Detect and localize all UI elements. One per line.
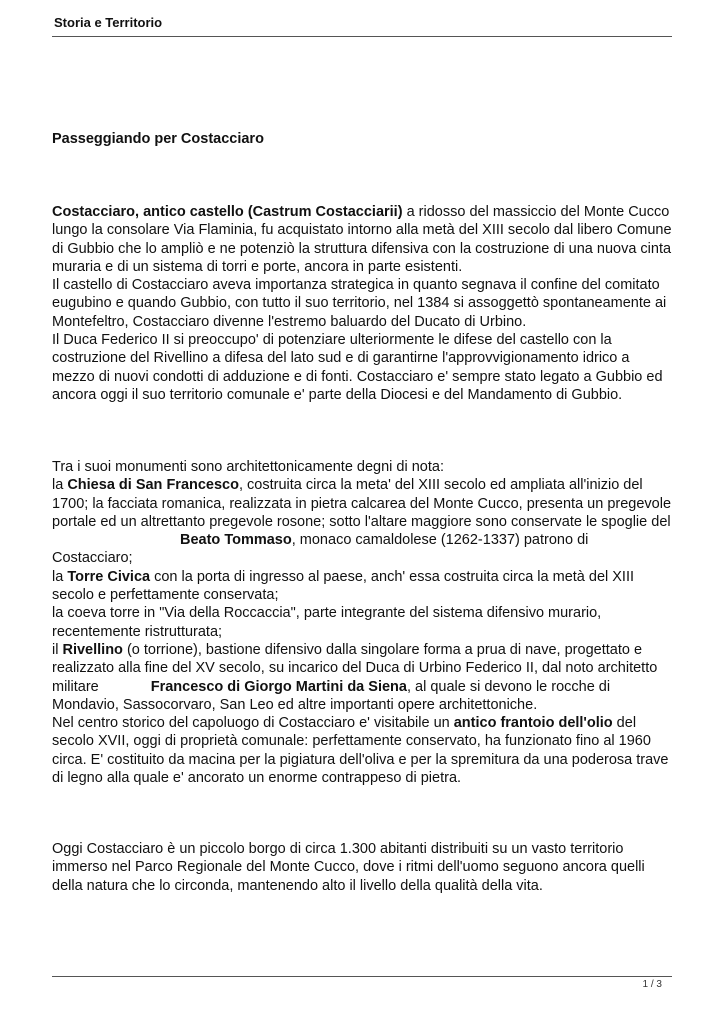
today-paragraph — [52, 840, 672, 895]
frantoio-name: antico frantoio dell'olio — [453, 715, 613, 732]
page-number: 1 / 3 — [642, 979, 662, 990]
chiesa-prefix: la — [52, 477, 68, 494]
rivellino-text: (o torrione), bastione difensivo dalla singolare forma a prua di nave, progettato e realizzato alla fine del XV secolo, su incarico del Duca di Urbino Federico II, dal noto architetto militare — [52, 641, 658, 695]
page-header — [52, 14, 672, 37]
chiesa-name: Chiesa di San Francesco — [67, 477, 239, 494]
document-title: Passeggiando per Costacciaro — [52, 131, 264, 147]
history-paragraph — [52, 203, 672, 404]
page-footer — [52, 976, 672, 990]
rivellino-name: Rivellino — [62, 641, 123, 658]
rivellino-prefix: il — [52, 641, 63, 658]
intro-bold: Costacciaro, antico castello (Castrum Costacciarii) — [52, 204, 403, 220]
torre-name: Torre Civica — [67, 568, 151, 585]
torre-prefix: la — [52, 568, 68, 585]
beato-name: Beato Tommaso — [180, 532, 292, 549]
header-title: Storia e Territorio — [54, 15, 163, 30]
roccaccia-item: la coeva torre in "Via della Roccaccia", parte integrante del sistema difensivo murario, recentemente ristrutturata; — [52, 605, 602, 640]
chiesa-text: , costruita circa la meta' del XIII secolo ed ampliata all'inizio del 1700; la facciata romanica, realizzata in pietra calcarea del Monte Cucco, presenta un pregevole portale ed un altrettanto pregevole rosone; sotto l'altare maggiore sono conservate le spoglie del — [52, 477, 672, 530]
intro-rest: a ridosso del massiccio del Monte Cucco lungo la consolare Via Flaminia, fu acquistato intorno alla metà del XIII secolo dal libero Comune di Gubbio che lo ampliò e ne potenziò la struttura difensiva con la costruzione di una nuova cinta muraria e di un sistema di torri e porte, ancora in parte esistenti. — [52, 204, 672, 275]
frantoio-prefix: Nel centro storico del capoluogo di Costacciaro e' visitabile un — [52, 715, 454, 732]
torre-item — [52, 568, 672, 605]
strategy-text: Il castello di Costacciaro aveva importanza strategica in quanto segnava il confine del comitato eugubino e quando Gubbio, con tutto il suo territorio, nel 1384 si assoggettò spontaneamente ai Montefeltro, Costacciaro divenne l'estremo baluardo del Ducato di Urbino. — [52, 277, 667, 330]
frantoio-item — [52, 714, 672, 787]
beato-text: , monaco camaldolese (1262-1337) patrono di Costacciaro; — [52, 532, 589, 567]
federico-text: Il Duca Federico II si preoccupo' di potenziare ulteriormente le difese del castello con la costruzione del Rivellino a difesa del lato sud e di garantirne l'approvvigionamento idrico a mezzo di nuovi condotti di adduzione e di fonti. Costacciaro e' sempre stato legato a Gubbio ed ancora oggi il suo territorio comunale e' parte della Diocesi e del Mandamento di Gubbio. — [52, 332, 663, 403]
frantoio-text: del secolo XVII, oggi di proprietà comunale: perfettamente conservato, ha funzionato fino al 1960 circa. E' costituito da macina per la pigiatura dell'oliva e per la spremitura da una poderosa trave di legno alla quale e' ancorato un enorme contrappeso di pietra. — [52, 715, 669, 787]
torre-text: con la porta di ingresso al paese, anch' essa costruita circa la metà del XIII secolo e perfettamente conservata; — [52, 568, 635, 604]
francesco-name: Francesco di Giorgo Martini da Siena — [150, 678, 407, 695]
monuments-lead: Tra i suoi monumenti sono architettonicamente degni di nota: — [52, 459, 444, 475]
rivellino-item — [52, 641, 672, 714]
chiesa-item — [52, 476, 672, 567]
today-text: Oggi Costacciaro è un piccolo borgo di circa 1.300 abitanti distribuiti su un vasto territorio immerso nel Parco Regionale del Monte Cucco, dove i ritmi dell'uomo seguono ancora quelli della natura che lo circonda, mantenendo alto il livello della qualità della vita. — [52, 841, 645, 894]
francesco-text: , al quale si devono le rocche di Mondavio, Sassocorvaro, San Leo ed altre importanti opere architettoniche. — [52, 678, 611, 713]
intro-text — [52, 203, 672, 276]
monuments-paragraph — [52, 458, 672, 787]
